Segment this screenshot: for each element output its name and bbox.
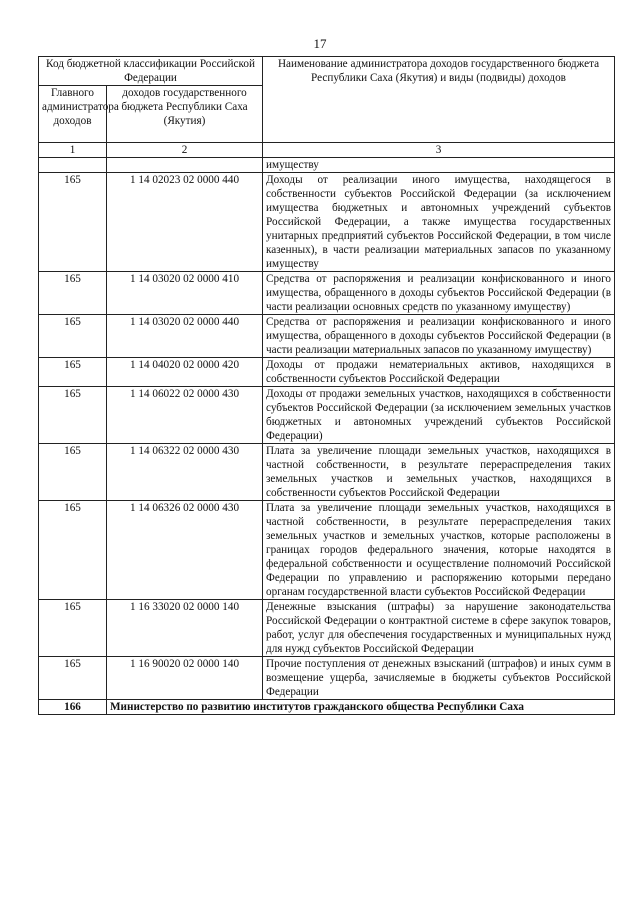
revenue-code: 1 14 06326 02 0000 430 bbox=[107, 501, 263, 600]
table-row bbox=[39, 657, 615, 700]
table-row bbox=[39, 272, 615, 315]
header-group-cell: Код бюджетной классификации Российской Федерации bbox=[39, 57, 263, 86]
admin-code: 165 bbox=[39, 444, 107, 501]
ministry-row bbox=[39, 700, 615, 715]
admin-code: 165 bbox=[39, 272, 107, 315]
revenue-name: Средства от распоряжения и реализации конфискованного и иного имущества, обращенного в доходы субъектов Российской Федерации (в части реализации основных средств по указанному имуществу) bbox=[263, 272, 615, 315]
revenue-name: Прочие поступления от денежных взысканий (штрафов) и иных сумм в возмещение ущерба, зачисляемые в бюджеты субъектов Российской Федерации bbox=[263, 657, 615, 700]
revenue-code: 1 14 03020 02 0000 410 bbox=[107, 272, 263, 315]
budget-classification-table bbox=[38, 56, 615, 715]
column-number-3: 3 bbox=[263, 143, 615, 158]
revenue-name: Доходы от продажи земельных участков, находящихся в собственности субъектов Российской Федерации (за исключением земельных участков бюджетных и автономных учреждений субъектов Российской Федерации) bbox=[263, 387, 615, 444]
admin-code: 165 bbox=[39, 315, 107, 358]
revenue-name: Денежные взыскания (штрафы) за нарушение законодательства Российской Федерации о контрактной системе в сфере закупок товаров, работ, услуг для обеспечения государственных и муниципальных нужд для нужд субъектов Российской Федерации bbox=[263, 600, 615, 657]
header-admin-cell: Главного администратора доходов bbox=[39, 86, 107, 143]
revenue-code: 1 14 04020 02 0000 420 bbox=[107, 358, 263, 387]
column-numbers-row bbox=[39, 143, 615, 158]
continuation-text: имуществу bbox=[263, 158, 615, 173]
column-number-1: 1 bbox=[39, 143, 107, 158]
revenue-name: Средства от распоряжения и реализации конфискованного и иного имущества, обращенного в доходы субъектов Российской Федерации (в части реализации материальных запасов по указанному имуществу) bbox=[263, 315, 615, 358]
revenue-name: Плата за увеличение площади земельных участков, находящихся в частной собственности, в результате перераспределения таких земельных участков и земельных участков, которые расположены в границах городов федерального значения, которые находятся в федеральной собственности и осуществление полномочий Российской Федерации по управлению и распоряжению которыми передано органам государственной власти субъектов Российской Федерации bbox=[263, 501, 615, 600]
admin-code: 165 bbox=[39, 358, 107, 387]
revenue-code: 1 16 90020 02 0000 140 bbox=[107, 657, 263, 700]
revenue-code: 1 16 33020 02 0000 140 bbox=[107, 600, 263, 657]
ministry-name: Министерство по развитию институтов гражданского общества Республики Саха bbox=[107, 700, 615, 715]
revenue-code: 1 14 03020 02 0000 440 bbox=[107, 315, 263, 358]
admin-code: 165 bbox=[39, 387, 107, 444]
page-number: 17 bbox=[313, 36, 327, 51]
revenue-code: 1 14 06322 02 0000 430 bbox=[107, 444, 263, 501]
table-row bbox=[39, 600, 615, 657]
admin-code: 165 bbox=[39, 173, 107, 272]
continuation-row bbox=[39, 158, 615, 173]
table-row bbox=[39, 387, 615, 444]
header-name-cell: Наименование администратора доходов государственного бюджета Республики Саха (Якутия) и виды (подвиды) доходов bbox=[263, 57, 615, 143]
table-body bbox=[39, 57, 615, 715]
admin-code: 165 bbox=[39, 657, 107, 700]
ministry-admin-code: 166 bbox=[39, 700, 107, 715]
header-revenue-cell: доходов государственного бюджета Республики Саха (Якутия) bbox=[107, 86, 263, 143]
revenue-name: Плата за увеличение площади земельных участков, находящихся в частной собственности, в результате перераспределения таких земельных участков и земельных участков, находящихся в собственности субъектов Российской Федерации bbox=[263, 444, 615, 501]
revenue-name: Доходы от продажи нематериальных активов, находящихся в собственности субъектов Российской Федерации bbox=[263, 358, 615, 387]
table-row bbox=[39, 358, 615, 387]
table-row bbox=[39, 173, 615, 272]
table-row bbox=[39, 501, 615, 600]
revenue-code: 1 14 02023 02 0000 440 bbox=[107, 173, 263, 272]
column-number-2: 2 bbox=[107, 143, 263, 158]
continuation-code-cell bbox=[107, 158, 263, 173]
table-row bbox=[39, 444, 615, 501]
continuation-admin-cell bbox=[39, 158, 107, 173]
admin-code: 165 bbox=[39, 501, 107, 600]
admin-code: 165 bbox=[39, 600, 107, 657]
table-row bbox=[39, 315, 615, 358]
revenue-code: 1 14 06022 02 0000 430 bbox=[107, 387, 263, 444]
revenue-name: Доходы от реализации иного имущества, находящегося в собственности субъектов Российской Федерации (за исключением имущества бюджетных и автономных учреждений субъектов Российской Федерации, а также имущества государственных унитарных предприятий субъектов Российской Федерации, в том числе казенных), в части реализации материальных запасов по указанному имуществу bbox=[263, 173, 615, 272]
header-row bbox=[39, 57, 615, 86]
